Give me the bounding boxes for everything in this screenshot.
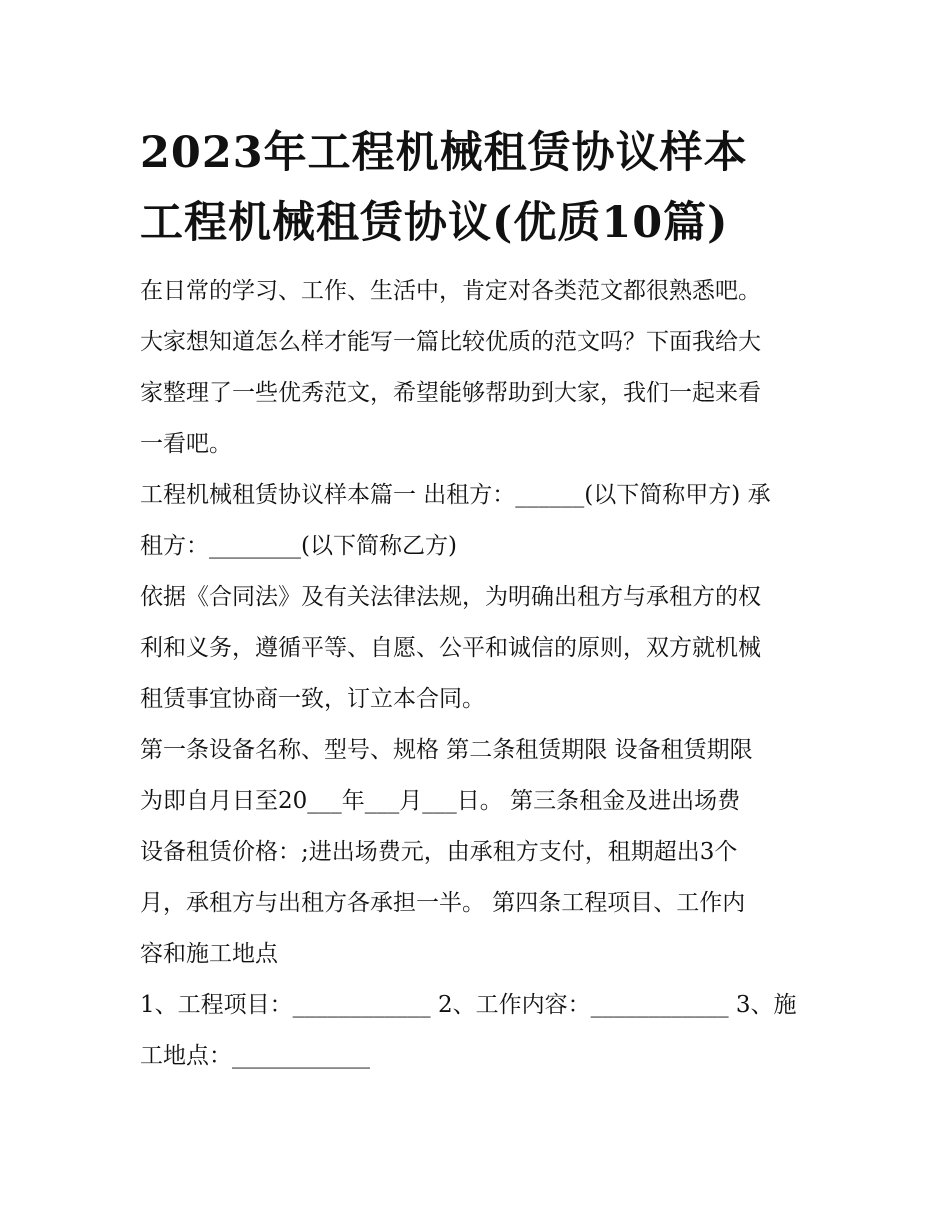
text-line: 家整理了一些优秀范文，希望能够帮助到大家，我们一起来看 — [140, 380, 761, 406]
text-line: 利和义务，遵循平等、自愿、公平和诚信的原则，双方就机械 — [140, 635, 761, 661]
text-line: 租赁事宜协商一致，订立本合同。 — [140, 686, 485, 712]
parties-paragraph — [140, 470, 812, 572]
text-line: 工程机械租赁协议样本篇一 出租方：______(以下简称甲方) 承 — [140, 482, 771, 508]
text-line: 依据《合同法》及有关法律法规，为明确出租方与承租方的权 — [140, 584, 761, 610]
articles-paragraph — [140, 725, 812, 980]
text-line: 设备租赁价格：;进出场费元，由承租方支付，租期超出3个 — [140, 839, 738, 865]
intro-paragraph — [140, 266, 812, 470]
text-line: 容和施工地点 — [140, 941, 278, 967]
text-line: 月，承租方与出租方各承担一半。 第四条工程项目、工作内 — [140, 890, 746, 916]
text-line: 第一条设备名称、型号、规格 第二条租赁期限 设备租赁期限 — [140, 737, 753, 763]
document-title — [140, 118, 812, 258]
project-paragraph — [140, 980, 812, 1082]
text-line: 在日常的学习、工作、生活中，肯定对各类范文都很熟悉吧。 — [140, 278, 761, 304]
document-page — [140, 118, 812, 1082]
text-line: 租方：________(以下简称乙方) — [140, 533, 457, 559]
basis-paragraph — [140, 572, 812, 725]
text-line: 大家想知道怎么样才能写一篇比较优质的范文吗？下面我给大 — [140, 329, 761, 355]
title-line: 工程机械租赁协议(优质10篇) — [140, 198, 729, 248]
title-line: 2023年工程机械租赁协议样本 — [140, 128, 748, 178]
text-line: 为即自月日至20___年___月___日。 第三条租金及进出场费 — [140, 788, 741, 814]
text-line: 工地点：____________ — [140, 1043, 370, 1069]
text-line: 一看吧。 — [140, 431, 232, 457]
text-line: 1、工程项目：____________ 2、工作内容：____________ 3、施 — [140, 992, 797, 1018]
